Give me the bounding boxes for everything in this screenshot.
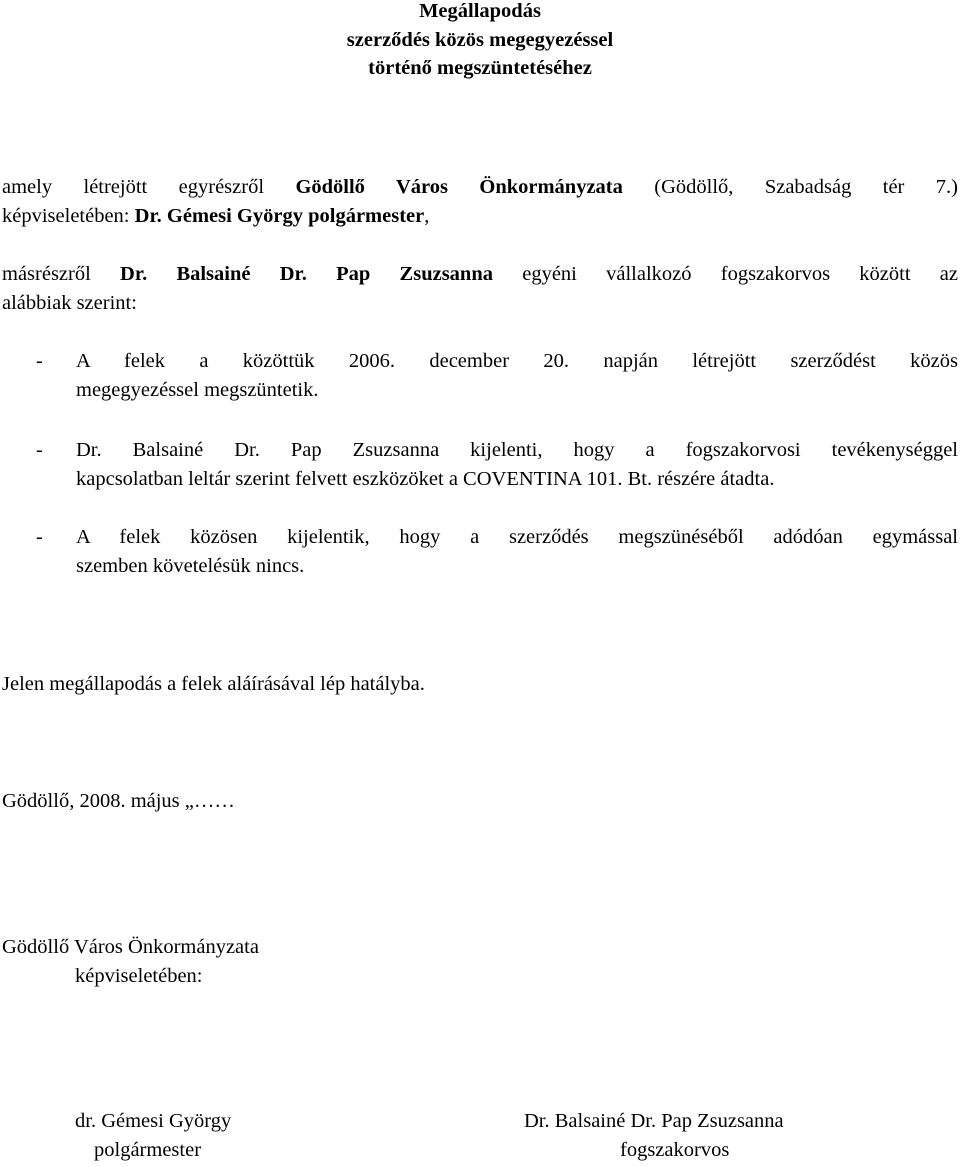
list-item-line-1: A felek a közöttük 2006. december 20. napján létrejött szerződést közös [76,350,958,372]
list-item-line-1: Dr. Balsainé Dr. Pap Zsuzsanna kijelenti, hogy a fogszakorvosi tevékenységgel [76,439,958,461]
first-party-name: Gödöllő Város Önkormányzata [295,176,623,198]
intro-first-party-line-1 [2,173,958,202]
list-item-line-2: szemben követelésük nincs. [76,555,305,577]
list-item [36,347,958,405]
party-municipality: Gödöllő Város Önkormányzata [2,936,259,958]
list-item-body [76,347,958,405]
effect-statement: Jelen megállapodás a felek aláírásával lép hatályba. [2,673,425,695]
list-item-body [76,436,958,494]
title-line-3: történő megszüntetéséhez [368,57,592,79]
list-item-line-1: A felek közösen kijelentik, hogy a szerződés megszünéséből adódóan egymással [76,526,958,548]
title-line-2: szerződés közös megegyezéssel [346,28,614,51]
signature-right-role: fogszakorvos [620,1139,730,1161]
signature-left-role: polgármester [94,1139,202,1161]
party-municipality-representation: képviseletében: [75,965,203,987]
list-dash: - [36,439,43,461]
second-party-name: Dr. Balsainé Dr. Pap Zsuzsanna [120,263,493,285]
intro-second-party-line-2: alábbiak szerint: [2,292,137,314]
list-item-body [76,523,958,581]
intro-text: amely létrejött egyrészről [2,176,265,198]
intro-first-party-line-2 [2,202,958,231]
list-item-line-2: megegyezéssel megszüntetik. [76,379,319,401]
place-and-date: Gödöllő, 2008. május „…… [2,790,235,812]
intro-paragraph-first-party [2,173,958,231]
document-title [0,0,960,83]
signature-right-name: Dr. Balsainé Dr. Pap Zsuzsanna [524,1110,784,1132]
list-item [36,523,958,581]
second-party-description: egyéni vállalkozó fogszakorvos között az [522,263,958,285]
intro-second-party-line-1 [2,260,958,289]
list-dash: - [36,350,43,372]
list-dash: - [36,526,43,548]
title-line-1: Megállapodás [419,0,541,22]
list-item-line-2: kapcsolatban leltár szerint felvett eszközöket a COVENTINA 101. Bt. részére átadta. [76,468,775,490]
intro-text: másrészről [2,263,91,285]
signature-left-name: dr. Gémesi György [75,1110,232,1132]
first-party-representative: Dr. Gémesi György polgármester [134,205,425,227]
representation-label: képviseletében: [2,205,130,227]
first-party-address: (Gödöllő, Szabadság tér 7.) [654,176,958,198]
list-item [36,436,958,494]
intro-paragraph-second-party [2,260,958,318]
comma: , [424,205,430,227]
